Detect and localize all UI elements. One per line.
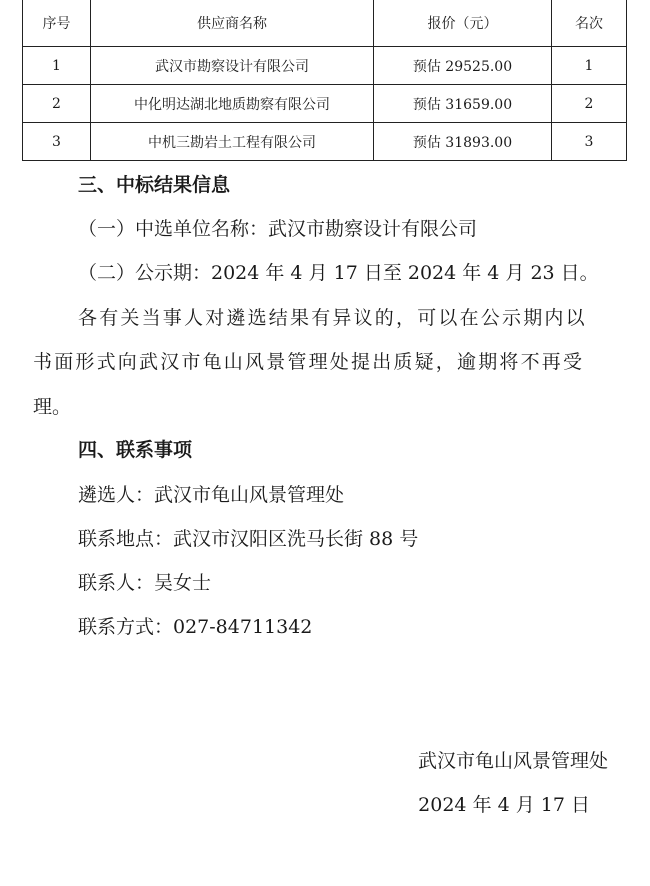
cell-rank: 1 bbox=[552, 47, 627, 85]
header-rank-no: 序号 bbox=[23, 0, 91, 47]
table-header-row bbox=[23, 0, 627, 47]
section-4-heading: 四、联系事项 bbox=[78, 439, 193, 461]
header-price: 报价（元） bbox=[374, 0, 552, 47]
contact-person-line: 联系人：吴女士 bbox=[78, 572, 212, 594]
cell-supplier: 中化明达湖北地质勘察有限公司 bbox=[91, 85, 374, 123]
signature-org: 武汉市龟山风景管理处 bbox=[417, 750, 608, 772]
winning-unit-line: （一）中选单位名称：武汉市勘察设计有限公司 bbox=[78, 218, 478, 240]
table-row bbox=[23, 47, 627, 85]
table-row bbox=[23, 85, 627, 123]
cell-no: 2 bbox=[23, 85, 91, 123]
bid-results-table bbox=[22, 0, 627, 161]
header-supplier-name: 供应商名称 bbox=[91, 0, 374, 47]
selector-line: 遴选人：武汉市龟山风景管理处 bbox=[78, 484, 345, 506]
table-row bbox=[23, 123, 627, 161]
objection-paragraph-line-3: 理。 bbox=[33, 396, 72, 418]
cell-no: 3 bbox=[23, 123, 91, 161]
cell-supplier: 中机三勘岩土工程有限公司 bbox=[91, 123, 374, 161]
cell-rank: 3 bbox=[552, 123, 627, 161]
contact-address-line: 联系地点：武汉市汉阳区洗马长街 88 号 bbox=[78, 528, 419, 550]
contact-phone-line: 联系方式：027-84711342 bbox=[78, 616, 313, 638]
objection-paragraph-line-2: 书面形式向武汉市龟山风景管理处提出质疑，逾期将不再受 bbox=[33, 351, 585, 373]
publicity-period-line: （二）公示期：2024 年 4 月 17 日至 2024 年 4 月 23 日。 bbox=[78, 262, 599, 284]
cell-price: 预估 31659.00 bbox=[374, 85, 552, 123]
cell-no: 1 bbox=[23, 47, 91, 85]
header-ranking: 名次 bbox=[552, 0, 627, 47]
cell-price: 预估 29525.00 bbox=[374, 47, 552, 85]
section-3-heading: 三、中标结果信息 bbox=[78, 174, 231, 196]
cell-rank: 2 bbox=[552, 85, 627, 123]
objection-paragraph-line-1: 各有关当事人对遴选结果有异议的，可以在公示期内以 bbox=[78, 307, 587, 329]
cell-price: 预估 31893.00 bbox=[374, 123, 552, 161]
signature-date: 2024 年 4 月 17 日 bbox=[418, 794, 590, 816]
cell-supplier: 武汉市勘察设计有限公司 bbox=[91, 47, 374, 85]
